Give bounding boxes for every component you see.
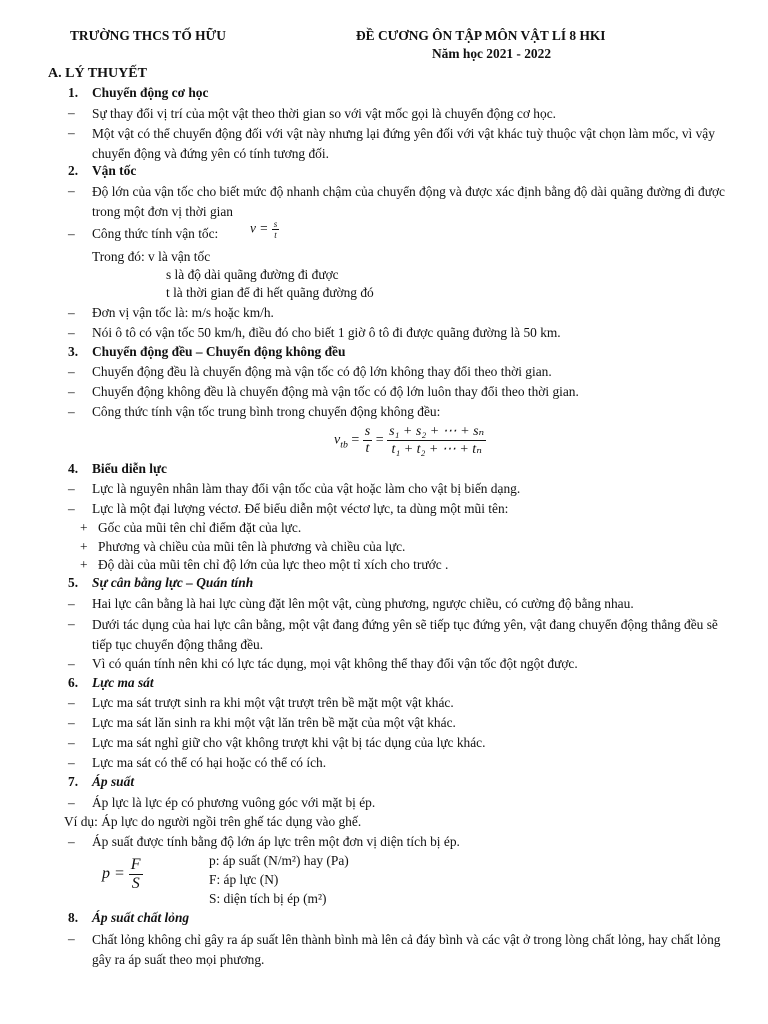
section-number: 2. <box>68 163 79 178</box>
section-number: 4. <box>68 461 79 476</box>
section-number: 6. <box>68 675 79 690</box>
paragraph: Chuyển động đều là chuyển động mà vận tốc có độ lớn không thay đổi theo thời gian. <box>92 364 552 379</box>
section-title: Sự cân bằng lực – Quán tính <box>92 575 254 590</box>
paragraph: Đơn vị vận tốc là: m/s hoặc km/h. <box>92 305 274 320</box>
bullet-dash: – <box>68 596 75 611</box>
bullet-dash: – <box>68 105 75 120</box>
formula-lhs: p = <box>102 865 125 883</box>
bullet-dash: – <box>68 834 75 849</box>
pressure-formula <box>102 856 143 893</box>
paragraph: Công thức tính vận tốc trung bình trong chuyển động không đều: <box>92 404 441 419</box>
bullet-dash: – <box>68 404 75 419</box>
paragraph: Nói ô tô có vận tốc 50 km/h, điều đó cho biết 1 giờ ô tô đi được quãng đường là 50 km. <box>92 325 561 340</box>
paragraph: Trong đó: v là vận tốc <box>92 249 211 264</box>
paragraph: t là thời gian để đi hết quãng đường đó <box>166 285 374 300</box>
bullet-dash: – <box>68 125 75 140</box>
bullet-dash: – <box>68 384 75 399</box>
bullet-dash: – <box>68 305 75 320</box>
paragraph: Áp suất được tính bằng độ lớn áp lực trên một đơn vị diện tích bị ép. <box>92 834 460 849</box>
paragraph: Hai lực cân bằng là hai lực cùng đặt lên một vật, cùng phương, ngược chiều, có cường độ bằng nhau. <box>92 596 634 611</box>
formula-equals: = <box>375 432 384 448</box>
paragraph: s là độ dài quãng đường đi được <box>166 267 339 282</box>
fraction <box>387 423 486 458</box>
paragraph: Một vật có thể chuyển động đối với vật này nhưng lại đứng yên đối với vật khác tuỳ thuộc vật chọn làm mốc, vì vậy chuyển động và đứng yên có tính tương đối. <box>92 126 715 161</box>
bullet-dash: – <box>68 481 75 496</box>
section-title: Áp suất chất lỏng <box>92 910 190 925</box>
paragraph: Vì có quán tính nên khi có lực tác dụng, mọi vật không thể thay đổi vận tốc đột ngột được. <box>92 656 578 671</box>
section-title: Vận tốc <box>92 163 137 178</box>
section-number: 8. <box>68 910 79 925</box>
paragraph: Lực là nguyên nhân làm thay đổi vận tốc của vật hoặc làm cho vật bị biến dạng. <box>92 481 521 496</box>
bullet-plus: + <box>80 520 88 535</box>
paragraph: Chất lỏng không chỉ gây ra áp suất lên thành bình mà lên cả đáy bình và các vật ở trong lòng chất lỏng, hay chất lỏng gây ra áp suất theo mọi phương. <box>92 932 721 967</box>
fraction-numerator: s₁ + s₂ + ⋯ + sₙ <box>389 424 485 439</box>
bullet-dash: – <box>68 226 75 241</box>
bullet-dash: – <box>68 931 75 946</box>
bullet-dash: – <box>68 735 75 750</box>
bullet-dash: – <box>68 695 75 710</box>
fraction-denominator: S <box>131 875 140 892</box>
formula-subscript: tb <box>340 439 348 451</box>
fraction-numerator: s <box>273 219 278 229</box>
section-number: 3. <box>68 344 79 359</box>
fraction-denominator: t <box>274 230 277 240</box>
example-text: Ví dụ: Áp lực do người ngồi trên ghế tác dụng vào ghế. <box>64 814 362 829</box>
section-title: Lực ma sát <box>92 675 154 690</box>
paragraph: Công thức tính vận tốc: <box>92 226 219 241</box>
fraction <box>129 856 143 893</box>
fraction-numerator: F <box>130 856 141 873</box>
document-title: ĐỀ CƯƠNG ÔN TẬP MÔN VẬT LÍ 8 HKI <box>356 28 606 43</box>
section-title: Áp suất <box>92 774 135 789</box>
section-title: Chuyển động đều – Chuyển động không đều <box>92 344 346 359</box>
bullet-dash: – <box>68 656 75 671</box>
bullet-dash: – <box>68 364 75 379</box>
bullet-dash: – <box>68 795 75 810</box>
paragraph: Lực ma sát nghỉ giữ cho vật không trượt khi vật bị tác dụng của lực khác. <box>92 735 486 750</box>
section-heading: A. LÝ THUYẾT <box>48 66 147 81</box>
section-number: 1. <box>68 85 79 100</box>
fraction-numerator: s <box>364 424 371 439</box>
section-title: Biểu diễn lực <box>92 461 167 476</box>
formula-var: v <box>334 432 341 448</box>
paragraph: Áp lực là lực ép có phương vuông góc với mặt bị ép. <box>92 795 376 810</box>
paragraph: Lực ma sát trượt sinh ra khi một vật trượt trên bề mặt một vật khác. <box>92 695 454 710</box>
fraction <box>363 424 372 457</box>
section-title: Chuyển động cơ học <box>92 85 209 100</box>
section-number: 5. <box>68 575 79 590</box>
paragraph: Lực là một đại lượng véctơ. Để biểu diễn một véctơ lực, ta dùng một mũi tên: <box>92 501 509 516</box>
formula-definition: S: diện tích bị ép (m²) <box>209 891 327 906</box>
paragraph: Phương và chiều của mũi tên là phương và chiều của lực. <box>98 539 406 554</box>
bullet-dash: – <box>68 183 75 198</box>
paragraph: Lực ma sát có thể có hại hoặc có thể có ích. <box>92 755 327 770</box>
fraction <box>272 219 280 240</box>
school-name: TRƯỜNG THCS TỐ HỮU <box>70 28 226 43</box>
formula-definition: p: áp suất (N/m²) hay (Pa) <box>209 853 349 868</box>
bullet-plus: + <box>80 539 88 554</box>
section-number: 7. <box>68 774 79 789</box>
velocity-formula <box>250 219 279 240</box>
paragraph: Lực ma sát lăn sinh ra khi một vật lăn trên bề mặt của một vật khác. <box>92 715 456 730</box>
formula-equals: = <box>351 432 360 448</box>
paragraph: Độ lớn của vận tốc cho biết mức độ nhanh chậm của chuyển động và được xác định bằng độ dài quãng đường đi được trong một đơn vị thời gian <box>92 184 725 219</box>
fraction-denominator: t₁ + t₂ + ⋯ + tₙ <box>391 442 482 457</box>
fraction-denominator: t <box>365 441 370 456</box>
bullet-dash: – <box>68 755 75 770</box>
formula-definition: F: áp lực (N) <box>209 872 279 887</box>
school-year: Năm học 2021 - 2022 <box>432 46 552 61</box>
average-velocity-formula <box>334 423 486 458</box>
paragraph: Gốc của mũi tên chỉ điểm đặt của lực. <box>98 520 302 535</box>
paragraph: Độ dài của mũi tên chỉ độ lớn của lực theo một tỉ xích cho trước . <box>98 557 449 572</box>
bullet-dash: – <box>68 325 75 340</box>
paragraph: Chuyển động không đều là chuyển động mà vận tốc có độ lớn luôn thay đổi theo thời gian. <box>92 384 579 399</box>
bullet-dash: – <box>68 715 75 730</box>
bullet-dash: – <box>68 616 75 631</box>
paragraph: Dưới tác dụng của hai lực cân bằng, một vật đang đứng yên sẽ tiếp tục đứng yên, vật đang chuyển động thẳng đều sẽ tiếp tục chuyển động thẳng đều. <box>92 617 718 652</box>
bullet-plus: + <box>80 557 88 572</box>
formula-lhs: v = <box>250 220 269 236</box>
bullet-dash: – <box>68 501 75 516</box>
paragraph: Sự thay đổi vị trí của một vật theo thời gian so với vật mốc gọi là chuyển động cơ học. <box>92 106 556 121</box>
